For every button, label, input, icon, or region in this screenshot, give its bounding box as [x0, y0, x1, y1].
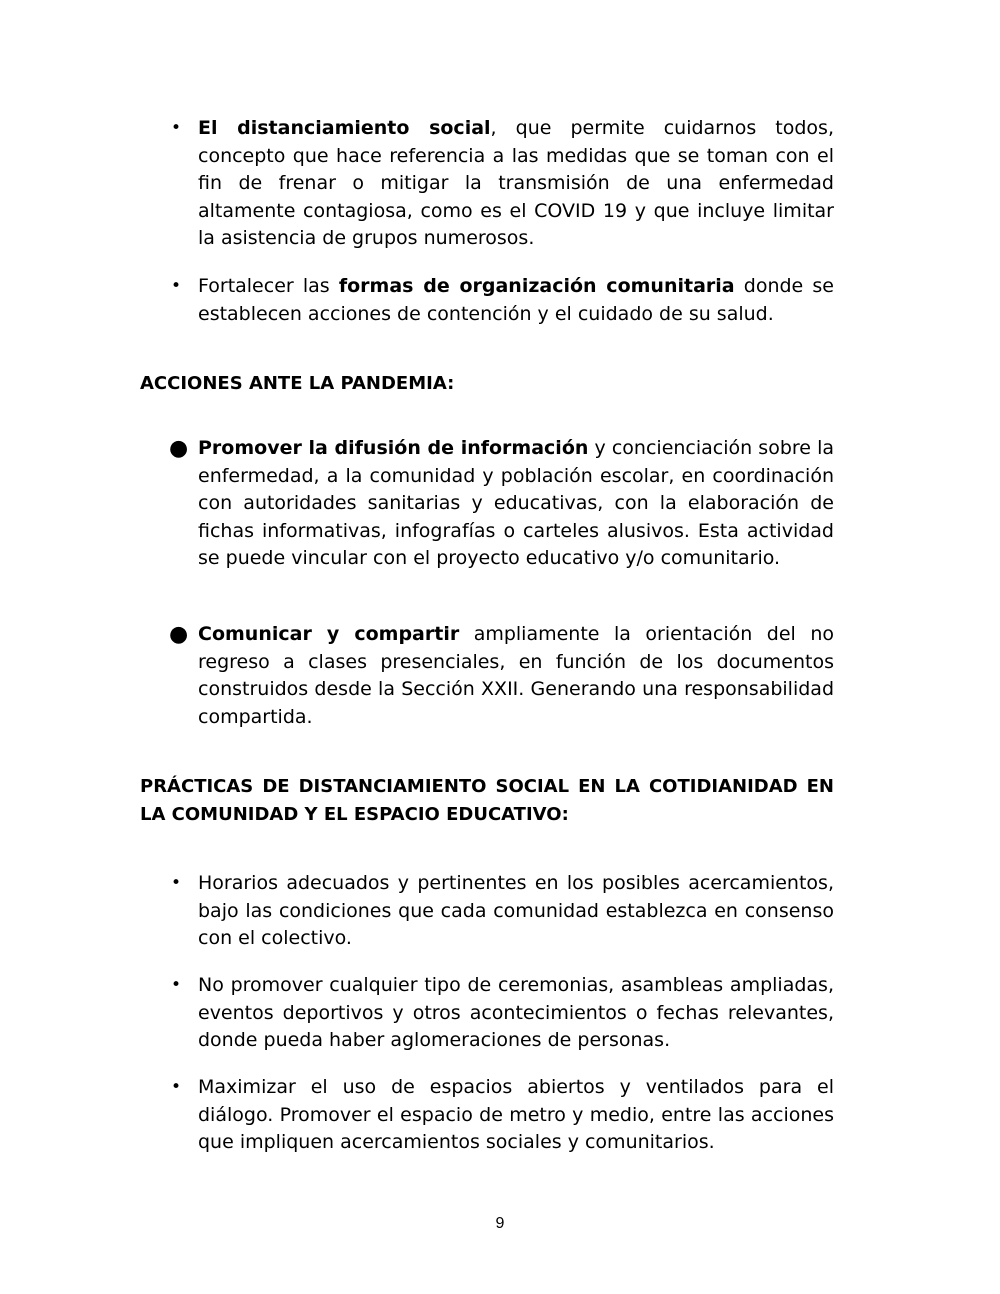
- item-text: ampliamente la orientación del no regreso a clases presenciales, en función de los documentos construidos desde la Sección XXII. Generando una responsabilidad compartida.: [198, 623, 834, 728]
- item-bold-text: El distanciamiento social: [198, 117, 491, 139]
- community-organization-list: [140, 273, 834, 328]
- list-item: [140, 870, 834, 953]
- item-bold-text: Promover la difusión de información: [198, 437, 589, 459]
- list-item: [140, 621, 834, 731]
- distancing-practices-list-3: [140, 1074, 834, 1157]
- item-text: Horarios adecuados y pertinentes en los posibles acercamientos, bajo las condiciones que cada comunidad establezca en consenso con el colectivo.: [198, 872, 834, 950]
- bullet-marker: •: [170, 975, 182, 995]
- list-item: [140, 1074, 834, 1157]
- bullet-marker: •: [170, 118, 182, 138]
- item-text: Maximizar el uso de espacios abiertos y ventilados para el diálogo. Promover el espacio de metro y medio, entre las acciones que impliquen acercamientos sociales y comunitarios.: [198, 1076, 834, 1154]
- item-text: y concienciación sobre la enfermedad, a la comunidad y población escolar, en coordinación con autoridades sanitarias y educativas, con la elaboración de fichas informativas, infografías o carteles alusivos. Esta actividad se puede vincular con el proyecto educativo y/o comunitario.: [198, 437, 834, 570]
- bullet-marker: •: [170, 873, 182, 893]
- social-distancing-list: [140, 115, 834, 253]
- pandemic-actions-list: [140, 435, 834, 573]
- page-number: 9: [495, 1215, 505, 1232]
- list-item: [140, 115, 834, 253]
- bullet-marker: •: [170, 276, 182, 296]
- item-bold-text: Comunicar y compartir: [198, 623, 460, 645]
- bullet-marker: ●: [169, 436, 189, 461]
- item-text: No promover cualquier tipo de ceremonias, asambleas ampliadas, eventos deportivos y otros acontecimientos o fechas relevantes, donde pueda haber aglomeraciones de personas.: [198, 974, 834, 1052]
- section-heading-pandemic-actions: ACCIONES ANTE LA PANDEMIA:: [140, 373, 455, 394]
- section-heading-distancing-practices: PRÁCTICAS DE DISTANCIAMIENTO SOCIAL EN LA COTIDIANIDAD EN LA COMUNIDAD Y EL ESPACIO EDUCATIVO:: [140, 776, 834, 825]
- list-item: [140, 972, 834, 1055]
- bullet-marker: •: [170, 1077, 182, 1097]
- distancing-practices-list-1: [140, 870, 834, 953]
- list-item: [140, 435, 834, 573]
- item-text: donde se establecen acciones de contención y el cuidado de su salud.: [198, 275, 834, 325]
- distancing-practices-list-2: [140, 972, 834, 1055]
- item-text-before: Fortalecer las: [198, 275, 339, 297]
- item-bold-text: formas de organización comunitaria: [338, 275, 735, 297]
- bullet-marker: ●: [169, 622, 189, 647]
- communicate-share-list: [140, 621, 834, 731]
- item-text: , que permite cuidarnos todos, concepto que hace referencia a las medidas que se toman con el fin de frenar o mitigar la transmisión de una enfermedad altamente contagiosa, como es el COVID 19 y que incluye limitar la asistencia de grupos numerosos.: [198, 117, 834, 250]
- list-item: [140, 273, 834, 328]
